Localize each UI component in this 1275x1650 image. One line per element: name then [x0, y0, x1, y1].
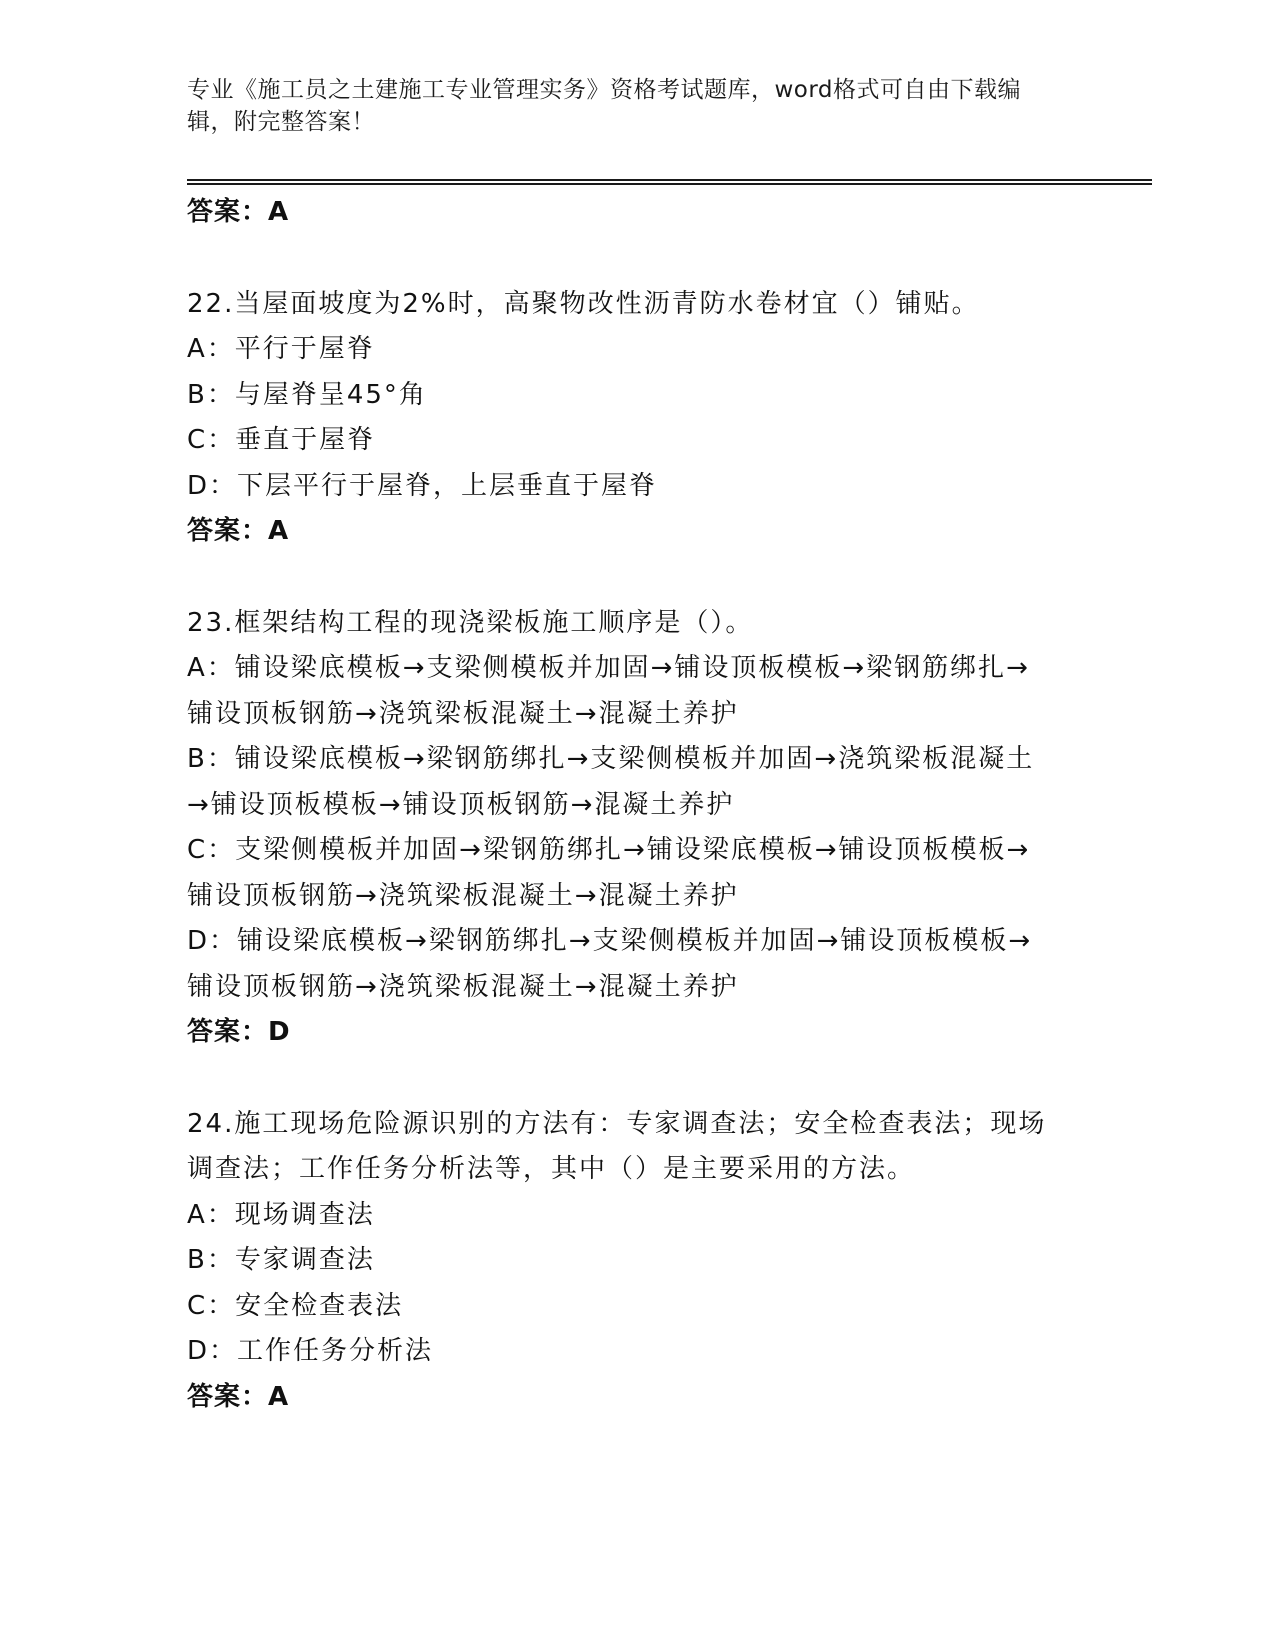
question-23 — [187, 601, 1087, 1056]
question-stem-continued: 调查法；工作任务分析法等，其中（）是主要采用的方法。 — [187, 1154, 916, 1184]
option-a: A：铺设梁底模板→支梁侧模板并加固→铺设顶板模板→梁钢筋绑扎→ — [187, 653, 1030, 683]
option-c-continued: 铺设顶板钢筋→浇筑梁板混凝土→混凝土养护 — [187, 880, 739, 911]
option-a: A：平行于屋脊 — [187, 334, 375, 364]
option-c: C：支梁侧模板并加固→梁钢筋绑扎→铺设梁底模板→铺设顶板模板→ — [187, 835, 1031, 865]
question-stem: 23.框架结构工程的现浇梁板施工顺序是（）。 — [187, 607, 754, 638]
spacer — [187, 236, 1087, 282]
question-stem: 24.施工现场危险源识别的方法有：专家调查法；安全检查表法；现场 — [187, 1108, 1047, 1139]
option-a: A：现场调查法 — [187, 1199, 375, 1230]
answer: 答案：D — [187, 1017, 291, 1047]
option-d: D：下层平行于屋脊，上层垂直于屋脊 — [187, 470, 658, 501]
option-d-continued: 铺设顶板钢筋→浇筑梁板混凝土→混凝土养护 — [187, 971, 739, 1002]
option-b: B：专家调查法 — [187, 1245, 375, 1275]
answer: 答案：A — [187, 1381, 290, 1412]
page-header — [187, 74, 1067, 138]
question-list — [187, 190, 1087, 1420]
option-d: D：铺设梁底模板→梁钢筋绑扎→支梁侧模板并加固→铺设顶板模板→ — [187, 926, 1033, 956]
option-b: B：铺设梁底模板→梁钢筋绑扎→支梁侧模板并加固→浇筑梁板混凝土 — [187, 744, 1035, 774]
answer: 答案：A — [187, 516, 290, 546]
option-d: D：工作任务分析法 — [187, 1336, 434, 1366]
header-line-1: 专业《施工员之土建施工专业管理实务》资格考试题库，word格式可自由下载编 — [187, 77, 1022, 103]
header-rule-thin — [187, 179, 1152, 181]
previous-answer: 答案：A — [187, 197, 290, 227]
option-c: C：垂直于屋脊 — [187, 425, 376, 455]
question-24 — [187, 1102, 1087, 1421]
spacer — [187, 555, 1087, 601]
header-rule-thick — [187, 183, 1152, 185]
question-22 — [187, 282, 1087, 555]
question-stem: 22.当屋面坡度为2%时，高聚物改性沥青防水卷材宜（）铺贴。 — [187, 288, 980, 319]
header-line-2: 辑，附完整答案！ — [187, 109, 375, 135]
option-b-continued: →铺设顶板模板→铺设顶板钢筋→混凝土养护 — [187, 789, 735, 820]
option-a-continued: 铺设顶板钢筋→浇筑梁板混凝土→混凝土养护 — [187, 698, 739, 729]
option-b: B：与屋脊呈45°角 — [187, 379, 427, 410]
spacer — [187, 1056, 1087, 1102]
option-c: C：安全检查表法 — [187, 1290, 404, 1321]
